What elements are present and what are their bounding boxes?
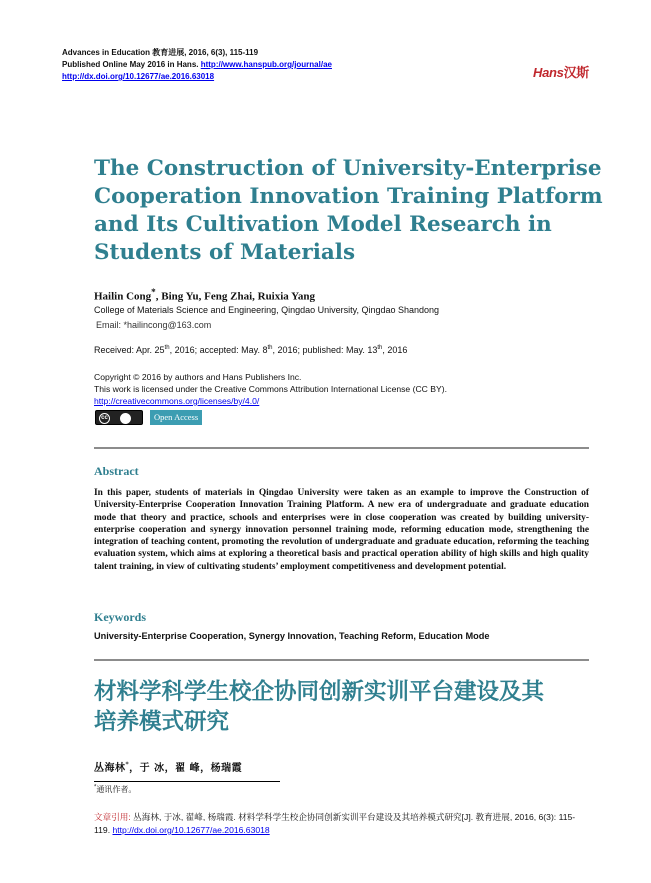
title-line: Cooperation Innovation Training Platform <box>94 184 603 209</box>
logo-latin: Hans <box>533 65 564 80</box>
date-suffix: th <box>377 345 383 351</box>
affiliation: College of Materials Science and Engineering, Qingdao University, Qingdao Shandong <box>94 305 440 315</box>
received-date: Received: Apr. 25 <box>94 345 165 355</box>
cn-corresponding-mark: * <box>125 761 130 769</box>
title-line: Students of Materials <box>94 240 356 265</box>
title-line: and Its Cultivation Model Research in <box>94 212 552 237</box>
open-access-badge: Open Access <box>150 410 202 425</box>
other-authors: , Bing Yu, Feng Zhai, Ruixia Yang <box>155 290 315 303</box>
footnote-text: 通讯作者。 <box>96 785 137 794</box>
accepted-date: , 2016; accepted: May. 8 <box>169 345 268 355</box>
citation-text: 丛海林, 于冰, 翟峰, 杨瑞霞. 材料学科学生校企协同创新实训平台建设及其培养模式研究[J]. 教育进展, 2016, 6(3): 115-119. <box>94 812 576 835</box>
date-year: , 2016 <box>382 345 408 355</box>
author-list <box>94 287 315 303</box>
doi-line <box>62 71 332 83</box>
cn-title-line: 材料学科学生校企协同创新实训平台建设及其 <box>94 679 545 705</box>
citation-doi-link[interactable]: http://dx.doi.org/10.12677/ae.2016.63018 <box>112 825 270 835</box>
divider <box>94 447 589 449</box>
cn-first-author: 丛海林 <box>94 763 126 774</box>
abstract-heading: Abstract <box>94 464 139 478</box>
cn-other-authors: ，于 冰，翟 峰，杨瑞霞 <box>129 763 243 774</box>
citation-label: 文章引用: <box>94 812 134 822</box>
corresponding-mark: * <box>151 287 156 297</box>
license-line: This work is licensed under the Creative Commons Attribution International License (CC BY). <box>94 384 447 394</box>
journal-link[interactable]: http://www.hanspub.org/journal/ae <box>200 60 332 69</box>
copyright-block <box>94 371 447 407</box>
hans-logo <box>533 62 589 81</box>
cc-icon: cc <box>99 413 110 424</box>
date-suffix: th <box>267 345 273 351</box>
journal-line: Advances in Education 教育进展, 2016, 6(3), 115-119 <box>62 48 259 57</box>
published-line <box>62 59 332 71</box>
divider <box>94 659 589 661</box>
chinese-authors <box>94 759 242 774</box>
keywords-heading: Keywords <box>94 610 146 624</box>
footnote-mark: * <box>94 784 97 791</box>
title-line: The Construction of University-Enterprise <box>94 156 602 181</box>
keywords-text: University-Enterprise Cooperation, Synergy Innovation, Teaching Reform, Education Mode <box>94 631 490 641</box>
journal-header <box>62 47 332 83</box>
first-author: Hailin Cong <box>94 290 152 303</box>
cc-by-badge-icon[interactable] <box>95 410 143 425</box>
date-suffix: th <box>164 345 170 351</box>
copyright-line: Copyright © 2016 by authors and Hans Publishers Inc. <box>94 372 302 382</box>
paper-title <box>94 155 603 267</box>
license-link[interactable]: http://creativecommons.org/licenses/by/4.0/ <box>94 396 260 406</box>
abstract-text: In this paper, students of materials in Qingdao University were taken as an example to improve the Construction of University-Enterprise Cooperation Innovation Training Platform. A new era of undergraduate and graduate education mode that theory and practice, schools and enterprises were in close cooperation was created by building university-enterprise cooperation and synergy innovation personnel training mode, reforming education mode, strengthening the integration of teaching content, promoting the revolution of undergraduate and graduate education, reforming the teaching evaluation system, which aims at exploring a theoretical basis and practical operation ability of high skills and high quality talent training, in view of cultivating students’ employment competitiveness and development potential. <box>94 488 589 572</box>
published-prefix: Published Online May 2016 in Hans. <box>62 60 201 69</box>
logo-cn: 汉斯 <box>563 65 589 80</box>
email: Email: *hailincong@163.com <box>96 320 212 330</box>
chinese-title <box>94 677 594 737</box>
cn-title-line: 培养模式研究 <box>94 709 230 735</box>
corresponding-note <box>94 784 136 795</box>
footnote-rule <box>94 781 280 782</box>
by-icon <box>120 413 131 424</box>
citation <box>94 811 589 837</box>
published-date: , 2016; published: May. 13 <box>272 345 378 355</box>
doi-link[interactable]: http://dx.doi.org/10.12677/ae.2016.63018 <box>62 72 215 81</box>
dates-line <box>94 345 407 355</box>
